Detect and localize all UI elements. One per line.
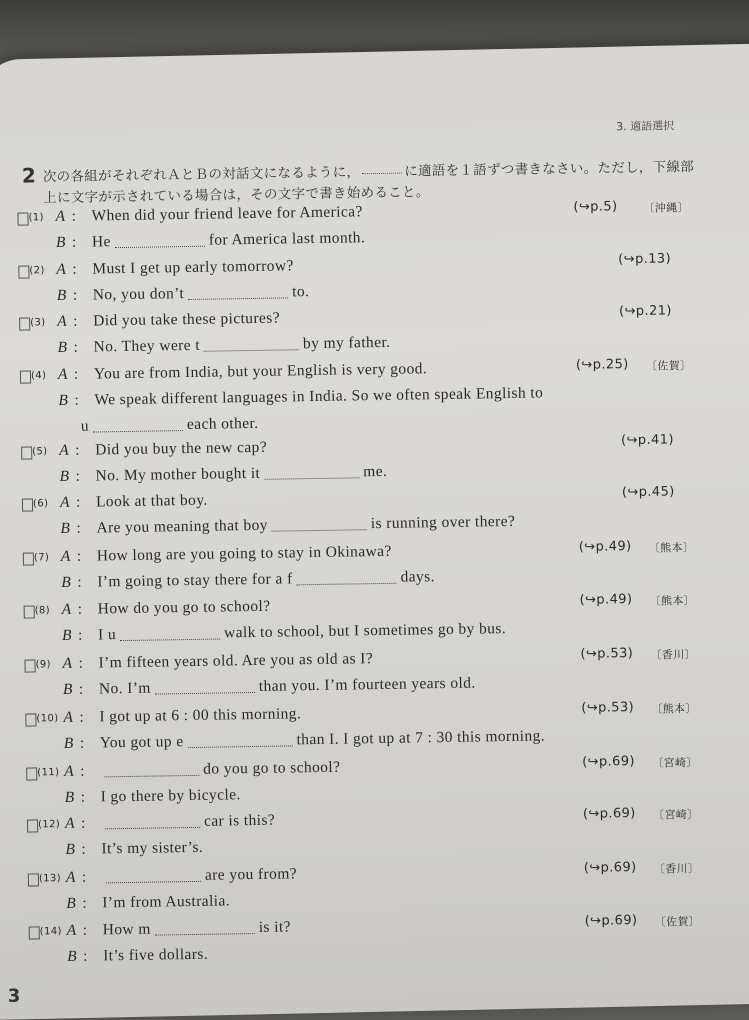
question-number: (7) xyxy=(33,552,50,564)
text-segment: He xyxy=(91,233,111,251)
answer-blank[interactable] xyxy=(188,296,288,300)
text-segment: Must I get up early tomorrow? xyxy=(92,257,294,278)
exercise-number: 2 xyxy=(21,163,36,188)
dialogue-text xyxy=(92,257,294,278)
speaker-label: A xyxy=(57,365,68,384)
speaker-colon: : xyxy=(79,708,85,726)
text-segment: I u xyxy=(97,626,117,644)
dialogue-text xyxy=(99,705,301,726)
speaker-label: A xyxy=(60,547,71,566)
page-reference: (↪p.45) xyxy=(621,484,675,501)
dialogue-text xyxy=(101,812,275,833)
text-segment: It’s my sister’s. xyxy=(101,838,204,858)
text-segment: When did your friend leave for America? xyxy=(91,203,363,225)
text-segment: Did you take these pictures? xyxy=(93,309,281,330)
instruction-part-2: に適語を１語ずつ書きなさい。ただし，下線部 xyxy=(404,159,695,180)
dialogue-text xyxy=(96,492,208,512)
checkbox[interactable] xyxy=(18,265,29,278)
speaker-label: B xyxy=(56,286,67,305)
dialogue-text xyxy=(91,203,362,225)
speaker-colon: : xyxy=(80,762,86,780)
text-segment: Are you meaning that boy xyxy=(96,516,268,537)
section-header: 3. 適語選択 xyxy=(616,119,675,134)
speaker-label: B xyxy=(55,233,66,252)
speaker-label: A xyxy=(64,814,76,832)
dialogue-text xyxy=(98,650,373,672)
text-segment: than I. I got up at 7 : 30 this morning. xyxy=(296,727,546,749)
page-reference: (↪p.49) xyxy=(578,539,632,555)
prefecture-label: 〔香川〕 xyxy=(650,648,697,662)
answer-blank[interactable] xyxy=(155,932,255,936)
question-number: (2) xyxy=(29,265,45,277)
dialogue-text xyxy=(101,839,203,859)
prefecture-label: 〔熊本〕 xyxy=(651,702,698,716)
answer-blank[interactable] xyxy=(204,348,299,351)
speaker-label: A xyxy=(65,868,76,886)
text-segment: It’s five dollars. xyxy=(102,945,209,965)
checkbox[interactable] xyxy=(23,552,34,565)
dialogue-text xyxy=(102,865,297,886)
text-segment: each other. xyxy=(186,414,259,434)
speaker-colon: : xyxy=(80,788,86,806)
text-segment: to. xyxy=(292,283,310,301)
speaker-colon: : xyxy=(75,467,81,485)
speaker-label: B xyxy=(66,947,78,965)
checkbox[interactable] xyxy=(21,446,32,459)
dialogue-text xyxy=(98,598,271,619)
dialogue-text xyxy=(95,439,267,460)
speaker-label: B xyxy=(65,840,76,858)
speaker-label: B xyxy=(66,894,77,912)
page-reference: (↪p.49) xyxy=(579,592,633,608)
answer-blank[interactable] xyxy=(93,429,183,432)
speaker-colon: : xyxy=(77,600,83,618)
instruction-part-1: 次の各組がそれぞれＡとＢの対話文になるように， xyxy=(42,164,361,186)
speaker-colon: : xyxy=(71,233,77,251)
prefecture-label: 〔宮崎〕 xyxy=(652,808,699,822)
speaker-colon: : xyxy=(81,868,87,886)
page-reference: (↪p.69) xyxy=(582,754,636,770)
question-number: (8) xyxy=(34,605,51,617)
speaker-label: A xyxy=(66,921,77,939)
answer-blank[interactable] xyxy=(115,245,205,248)
speaker-colon: : xyxy=(77,626,83,644)
instruction-line-2: 上に文字が示されている場合は，その文字で書き始めること。 xyxy=(43,184,430,207)
question-number: (12) xyxy=(37,819,61,831)
speaker-colon: : xyxy=(82,947,88,965)
dialogue-text xyxy=(103,946,208,966)
checkbox[interactable] xyxy=(22,498,33,511)
answer-blank[interactable] xyxy=(106,880,201,883)
speaker-colon: : xyxy=(74,391,80,409)
question-number: (1) xyxy=(28,212,44,224)
page-reference: (↪p.53) xyxy=(581,700,635,716)
speaker-colon: : xyxy=(73,312,79,330)
text-segment: How do you go to school? xyxy=(97,597,271,618)
prefecture-label: 〔熊本〕 xyxy=(648,541,695,555)
page-reference: (↪p.69) xyxy=(584,913,638,929)
dialogue-text xyxy=(93,310,280,331)
prefecture-label: 〔佐賀〕 xyxy=(645,359,692,373)
answer-blank[interactable] xyxy=(272,528,367,531)
text-segment: I’m fifteen years old. Are you as old as I? xyxy=(98,650,374,672)
text-segment: How m xyxy=(102,920,151,939)
speaker-label: A xyxy=(55,207,66,226)
dialogue-text xyxy=(96,513,515,538)
text-segment: No. My mother bought it xyxy=(95,464,261,485)
checkbox[interactable] xyxy=(19,317,30,330)
instruction-blank-sample xyxy=(362,173,402,175)
speaker-colon: : xyxy=(73,365,79,383)
page-reference: (↪p.53) xyxy=(580,646,634,662)
speaker-colon: : xyxy=(78,654,84,672)
dialogue-text xyxy=(95,463,387,486)
text-segment: by my father. xyxy=(302,333,391,353)
checkbox[interactable] xyxy=(28,873,39,886)
speaker-colon: : xyxy=(78,680,84,698)
text-segment: No. They were t xyxy=(93,336,201,356)
page-reference: (↪p.41) xyxy=(620,432,674,449)
text-segment: is running over there? xyxy=(370,512,516,533)
dialogue-text xyxy=(93,334,390,357)
text-segment: I’m going to stay there for a f xyxy=(97,570,293,591)
speaker-label: A xyxy=(64,762,75,780)
page-reference: (↪p.13) xyxy=(618,251,672,268)
checkbox[interactable] xyxy=(29,926,40,939)
answer-blank[interactable] xyxy=(188,744,293,748)
checkbox[interactable] xyxy=(26,767,37,780)
question-number: (13) xyxy=(38,873,62,885)
text-segment: days. xyxy=(400,568,435,586)
prefecture-label: 〔沖縄〕 xyxy=(643,201,690,215)
text-segment: Did you buy the new cap? xyxy=(95,438,268,459)
question-number: (5) xyxy=(32,446,48,458)
speaker-label: A xyxy=(57,312,68,331)
question-number: (9) xyxy=(35,659,52,671)
page-reference: (↪p.5) xyxy=(573,199,618,215)
checkbox[interactable] xyxy=(24,659,35,672)
speaker-colon: : xyxy=(82,894,88,912)
speaker-colon: : xyxy=(75,441,81,459)
text-segment: is it? xyxy=(258,918,292,936)
page-reference: (↪p.21) xyxy=(618,303,672,320)
speaker-colon: : xyxy=(77,573,83,591)
answer-blank[interactable] xyxy=(104,774,199,777)
speaker-label: A xyxy=(56,260,67,279)
page-reference: (↪p.69) xyxy=(583,860,637,876)
text-segment: than you. I’m fourteen years old. xyxy=(258,674,476,695)
speaker-colon: : xyxy=(72,286,78,304)
speaker-label: A xyxy=(62,654,73,673)
text-segment: No, you don’t xyxy=(92,285,185,304)
speaker-colon: : xyxy=(75,493,81,511)
text-segment: me. xyxy=(363,462,388,481)
dialogue-text xyxy=(100,759,340,781)
dialogue-text xyxy=(97,568,435,591)
speaker-label: B xyxy=(62,680,73,699)
speaker-label: B xyxy=(59,467,70,486)
speaker-label: B xyxy=(64,788,75,806)
speaker-colon: : xyxy=(82,921,88,939)
text-segment: How long are you going to stay in Okinawa? xyxy=(96,542,392,565)
speaker-colon: : xyxy=(73,338,79,356)
speaker-label: B xyxy=(61,573,72,592)
text-segment: for America last month. xyxy=(208,229,366,249)
text-segment: do you go to school? xyxy=(203,758,341,778)
next-exercise-number: 3 xyxy=(7,985,21,1007)
speaker-label: B xyxy=(57,338,68,357)
question-number: (3) xyxy=(30,317,46,329)
checkbox[interactable] xyxy=(20,370,31,383)
answer-blank[interactable] xyxy=(264,476,359,479)
prefecture-label: 〔熊本〕 xyxy=(649,594,696,608)
dialogue-text xyxy=(102,892,230,912)
text-segment: car is this? xyxy=(203,811,276,830)
prefecture-label: 〔佐賀〕 xyxy=(654,915,701,929)
speaker-label: B xyxy=(58,391,69,410)
speaker-colon: : xyxy=(76,547,82,565)
question-number: (4) xyxy=(30,370,47,382)
text-segment: We speak different languages in India. So we often speak English to xyxy=(94,384,544,409)
prefecture-label: 〔宮崎〕 xyxy=(652,756,698,770)
speaker-label: A xyxy=(61,600,72,619)
speaker-label: A xyxy=(63,708,74,726)
text-segment: I’m from Australia. xyxy=(102,892,231,912)
question-number: (11) xyxy=(37,767,60,779)
dialogue-text xyxy=(103,918,291,939)
speaker-label: B xyxy=(61,626,73,645)
question-number: (14) xyxy=(39,926,62,938)
question-number: (6) xyxy=(32,498,49,510)
dialogue-text xyxy=(92,229,366,251)
answer-blank[interactable] xyxy=(155,691,255,695)
text-segment: are you from? xyxy=(204,865,298,884)
checkbox[interactable] xyxy=(17,212,28,225)
speaker-label: A xyxy=(59,441,70,460)
answer-blank[interactable] xyxy=(120,638,220,642)
checkbox[interactable] xyxy=(27,819,38,832)
dialogue-text xyxy=(98,620,506,644)
speaker-colon: : xyxy=(76,519,82,537)
dialogue-text xyxy=(81,415,259,436)
answer-blank[interactable] xyxy=(105,826,200,829)
speaker-colon: : xyxy=(79,734,85,752)
dialogue-text xyxy=(94,360,427,383)
text-segment: u xyxy=(80,417,90,435)
speaker-colon: : xyxy=(72,260,78,278)
text-segment: walk to school, but I sometimes go by bus. xyxy=(223,620,507,642)
speaker-label: A xyxy=(59,493,71,512)
text-segment: Look at that boy. xyxy=(95,491,208,511)
prefecture-label: 〔香川〕 xyxy=(653,862,700,876)
page-reference: (↪p.25) xyxy=(575,357,629,373)
dialogue-text xyxy=(97,543,392,566)
text-segment: You got up e xyxy=(99,733,184,752)
speaker-label: B xyxy=(60,519,71,538)
dialogue-text xyxy=(100,786,240,806)
checkbox[interactable] xyxy=(24,605,35,618)
checkbox[interactable] xyxy=(25,713,36,726)
speaker-colon: : xyxy=(71,207,77,225)
text-segment: I go there by bicycle. xyxy=(100,786,241,806)
dialogue-text xyxy=(99,675,476,699)
speaker-colon: : xyxy=(81,840,87,858)
page-reference: (↪p.69) xyxy=(582,806,636,822)
question-number: (10) xyxy=(36,713,59,725)
speaker-colon: : xyxy=(80,814,86,832)
speaker-label: B xyxy=(63,734,74,752)
text-segment: I got up at 6 : 00 this morning. xyxy=(99,705,302,726)
answer-blank[interactable] xyxy=(297,582,397,586)
dialogue-text xyxy=(93,283,310,304)
text-segment: No. I’m xyxy=(98,679,151,698)
text-segment: You are from India, but your English is very good. xyxy=(93,360,428,383)
